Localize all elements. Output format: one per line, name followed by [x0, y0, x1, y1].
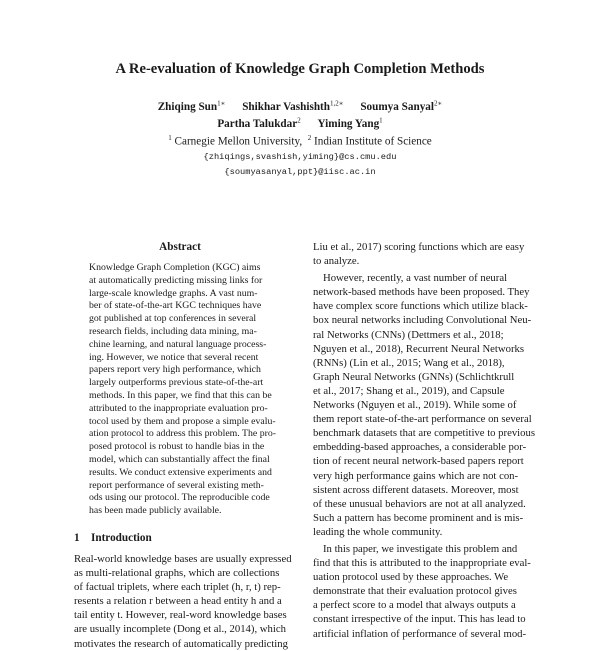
- text-line: leading the whole community.: [313, 525, 443, 538]
- section-heading-introduction: 1 Introduction: [74, 531, 152, 544]
- author: Soumya Sanyal$^{2∗}$: [360, 99, 443, 113]
- text-line: attributed to the inappropriate evaluation pro-: [89, 402, 268, 414]
- text-line: However, recently, a vast number of neural: [323, 272, 508, 285]
- text-line: Liu et al., 2017) scoring functions which are easy: [313, 241, 525, 253]
- paragraph: [313, 271, 535, 539]
- text-line: (RNNs) (Lin et al., 2015; Wang et al., 2018),: [313, 356, 505, 369]
- text-line: uation protocol used by these approaches. We: [313, 571, 509, 584]
- text-line: Such a pattern has become prominent and is mis-: [313, 511, 524, 524]
- author-block: [0, 96, 600, 180]
- text-line: large-scale knowledge graphs. A vast num-: [89, 287, 258, 299]
- text-line: resents a relation r between a head entity h and a: [74, 595, 282, 608]
- text-line: constant irrespective of the input. This has lead to: [313, 613, 526, 626]
- author: Shikhar Vashishth$^{1,2∗}$: [242, 99, 344, 113]
- author: Yiming Yang$^1$: [317, 116, 383, 131]
- paragraph: [313, 240, 526, 268]
- text-line: motivates the research of automatically predicting: [74, 637, 288, 650]
- text-line: ation protocol to address this problem. The pro-: [89, 428, 277, 440]
- affiliations: $^1$ Carnegie Mellon University, $^2$ Indian Institute of Science: [168, 134, 432, 149]
- text-line: have complex score functions which utilize black-: [313, 300, 528, 313]
- text-line: as multi-relational graphs, which are collections: [74, 567, 280, 580]
- text-line: largely outperforms previous state-of-the-art: [89, 377, 264, 389]
- email-iisc: {soumyasanyal,ppt}@iisc.ac.in: [224, 167, 376, 178]
- email-cmu: {zhiqings,svashish,yiming}@cs.cmu.edu: [203, 152, 397, 163]
- text-line: results. We conduct extensive experiments and: [89, 466, 272, 478]
- text-line: Graph Neural Networks (GNNs) (Schlichtkrull: [313, 370, 515, 383]
- text-line: posed protocol is robust to handle bias in the: [89, 441, 265, 453]
- text-line: embedding-based approaches, a considerable por-: [313, 441, 527, 454]
- text-line: tocol used by them and propose a simple evalu-: [89, 415, 276, 427]
- text-line: ral Networks (CNNs) (Dettmers et al., 2018;: [313, 328, 504, 341]
- text-line: very high performance gains which are not con-: [313, 469, 519, 482]
- text-line: benchmark datasets that are competitive to previous: [313, 427, 535, 440]
- text-line: papers report very high performance, which: [89, 364, 261, 376]
- text-line: sistent across different datasets. Moreover, most: [313, 483, 519, 496]
- paragraph: [313, 542, 531, 641]
- text-line: got published at top conferences in several: [89, 313, 257, 325]
- text-line: are usually incomplete (Dong et al., 2014), which: [74, 623, 286, 636]
- text-line: find that this is attributed to the inappropriate eval-: [313, 557, 531, 570]
- text-line: Networks (Nguyen et al., 2019). While some of: [313, 399, 517, 412]
- author-line-1: [0, 96, 600, 114]
- text-line: Nguyen et al., 2018), Recurrent Neural Networks: [313, 342, 525, 355]
- text-line: artificial inflation of performance of several mod-: [313, 627, 527, 640]
- text-line: tion of recent neural network-based papers report: [313, 455, 524, 468]
- text-line: network-based methods have been proposed. They: [313, 286, 530, 299]
- text-line: a perfect score to a model that always outputs a: [313, 599, 516, 612]
- text-line: ing. However, we notice that several recent: [89, 351, 259, 363]
- text-line: of these unusual behaviors are not at all analyzed.: [313, 497, 526, 510]
- text-line: at automatically predicting missing links for: [89, 274, 263, 286]
- text-line: model, which can substantially affect the final: [89, 453, 270, 465]
- abstract-heading: Abstract: [159, 241, 201, 253]
- text-line: ods using our protocol. The reproducible code: [89, 492, 270, 504]
- author-line-2: [0, 114, 600, 132]
- right-column: [313, 240, 535, 641]
- author: Partha Talukdar$^2$: [217, 116, 301, 131]
- text-line: ber of state-of-the-art KGC techniques have: [89, 300, 262, 312]
- text-line: has been made publicly available.: [89, 505, 222, 517]
- text-line: chine learning, and natural language process-: [89, 338, 267, 350]
- text-line: of factual triplets, where each triplet (h, r, t) rep-: [74, 581, 281, 594]
- text-line: Knowledge Graph Completion (KGC) aims: [89, 262, 261, 273]
- text-line: report performance of several existing meth-: [89, 479, 264, 491]
- abstract-body: [89, 262, 277, 518]
- introduction-body: [74, 552, 292, 651]
- text-line: In this paper, we investigate this problem and: [323, 542, 518, 555]
- text-line: et al., 2017; Shang et al., 2019), and Capsule: [313, 384, 505, 397]
- text-line: to analyze.: [313, 255, 360, 268]
- text-line: Real-world knowledge bases are usually expressed: [74, 552, 292, 565]
- text-line: methods. In this paper, we find that this can be: [89, 389, 272, 401]
- text-line: tail entity t. However, real-word knowledge bases: [74, 609, 287, 622]
- affiliation-iisc: Indian Institute of Science: [314, 136, 432, 149]
- affiliation-cmu: Carnegie Mellon University,: [174, 136, 303, 149]
- text-line: box neural networks including Convolutional Neu-: [313, 314, 532, 327]
- text-line: them report state-of-the-art performance on several: [313, 413, 532, 426]
- author: Zhiqing Sun$^{1∗}$: [157, 99, 226, 113]
- text-line: research fields, including data mining, ma-: [89, 325, 257, 337]
- paper-title: A Re-evaluation of Knowledge Graph Completion Methods: [115, 61, 485, 77]
- left-column: [74, 240, 292, 651]
- text-line: demonstrate that their evaluation protocol gives: [313, 585, 517, 598]
